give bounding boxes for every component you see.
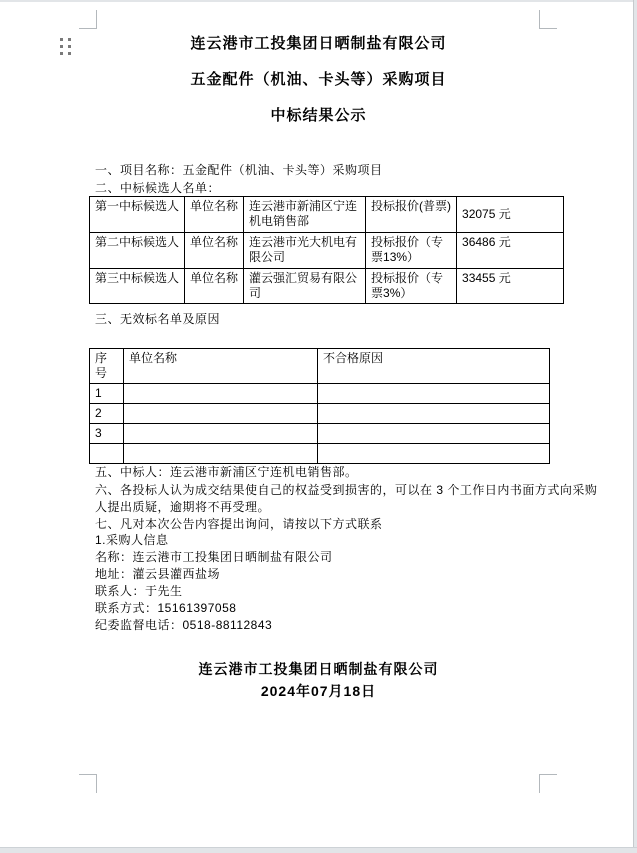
table-cell: 投标报价（专票3%） bbox=[366, 269, 457, 304]
table-cell: 单位名称 bbox=[185, 197, 244, 233]
table-cell bbox=[124, 424, 318, 444]
table-cell: 单位名称 bbox=[185, 269, 244, 304]
page-edge-top bbox=[0, 0, 637, 2]
table-cell: 序号 bbox=[90, 349, 124, 384]
crop-mark-top-right bbox=[539, 10, 557, 29]
section-objection-line1: 六、各投标人认为成交结果使自己的权益受到损害的，可以在 3 个工作日内书面方式向采购 bbox=[95, 483, 598, 497]
candidates-table bbox=[89, 196, 564, 304]
table-cell: 投标报价(普票) bbox=[366, 197, 457, 233]
crop-mark-bottom-right bbox=[539, 774, 557, 793]
table-cell: 连云港市新浦区宁连机电销售部 bbox=[244, 197, 366, 233]
section-winner: 五、中标人：连云港市新浦区宁连机电销售部。 bbox=[95, 465, 358, 479]
table-cell: 第三中标候选人 bbox=[90, 269, 185, 304]
purchaser-address: 地址：灌云县灌西盐场 bbox=[95, 567, 221, 581]
table-cell: 2 bbox=[90, 404, 124, 424]
table-cell bbox=[318, 404, 550, 424]
table-cell bbox=[318, 444, 550, 464]
purchaser-phone: 联系方式：15161397058 bbox=[95, 601, 237, 615]
document-title-result: 中标结果公示 bbox=[270, 107, 367, 124]
section-objection-line2: 人提出质疑，逾期将不再受理。 bbox=[95, 500, 271, 514]
table-cell: 灌云强汇贸易有限公司 bbox=[244, 269, 366, 304]
invalid-bids-table bbox=[89, 348, 550, 464]
table-row bbox=[90, 349, 550, 384]
footer-date: 2024年07月18日 bbox=[260, 683, 377, 699]
purchaser-info-heading: 1.采购人信息 bbox=[95, 533, 169, 547]
table-cell bbox=[124, 444, 318, 464]
table-row bbox=[90, 269, 564, 304]
page-edge-right bbox=[633, 0, 637, 853]
table-row bbox=[90, 404, 550, 424]
table-cell: 连云港市光大机电有限公司 bbox=[244, 233, 366, 269]
crop-mark-bottom-left bbox=[79, 774, 97, 793]
table-cell bbox=[124, 384, 318, 404]
table-row bbox=[90, 384, 550, 404]
table-row bbox=[90, 233, 564, 269]
purchaser-contact-person: 联系人：于先生 bbox=[95, 584, 183, 598]
purchaser-name: 名称：连云港市工投集团日晒制盐有限公司 bbox=[95, 550, 333, 564]
discipline-supervision-phone: 纪委监督电话：0518-88112843 bbox=[95, 618, 273, 632]
table-cell: 第二中标候选人 bbox=[90, 233, 185, 269]
table-cell bbox=[318, 424, 550, 444]
table-row bbox=[90, 444, 550, 464]
section-project-name: 一、项目名称：五金配件（机油、卡头等）采购项目 bbox=[95, 163, 383, 177]
table-cell bbox=[124, 404, 318, 424]
table-cell: 单位名称 bbox=[185, 233, 244, 269]
table-row bbox=[90, 197, 564, 233]
table-cell: 1 bbox=[90, 384, 124, 404]
page-edge-bottom bbox=[0, 847, 637, 853]
table-cell: 单位名称 bbox=[124, 349, 318, 384]
crop-mark-top-left bbox=[79, 10, 97, 29]
table-cell: 36486 元 bbox=[457, 233, 564, 269]
section-candidate-list-heading: 二、中标候选人名单： bbox=[95, 181, 221, 195]
table-cell: 33455 元 bbox=[457, 269, 564, 304]
table-cell: 投标报价（专票13%） bbox=[366, 233, 457, 269]
document-title-company: 连云港市工投集团日晒制盐有限公司 bbox=[190, 35, 447, 52]
table-cell: 3 bbox=[90, 424, 124, 444]
table-cell: 32075 元 bbox=[457, 197, 564, 233]
footer-company: 连云港市工投集团日晒制盐有限公司 bbox=[198, 661, 439, 677]
document-title-project: 五金配件（机油、卡头等）采购项目 bbox=[190, 71, 447, 88]
table-row bbox=[90, 424, 550, 444]
table-cell: 不合格原因 bbox=[318, 349, 550, 384]
section-invalid-bids-heading: 三、无效标名单及原因 bbox=[95, 312, 221, 326]
table-cell bbox=[318, 384, 550, 404]
table-cell: 第一中标候选人 bbox=[90, 197, 185, 233]
table-cell bbox=[90, 444, 124, 464]
section-contact-heading: 七、凡对本次公告内容提出询问，请按以下方式联系 bbox=[95, 517, 383, 531]
